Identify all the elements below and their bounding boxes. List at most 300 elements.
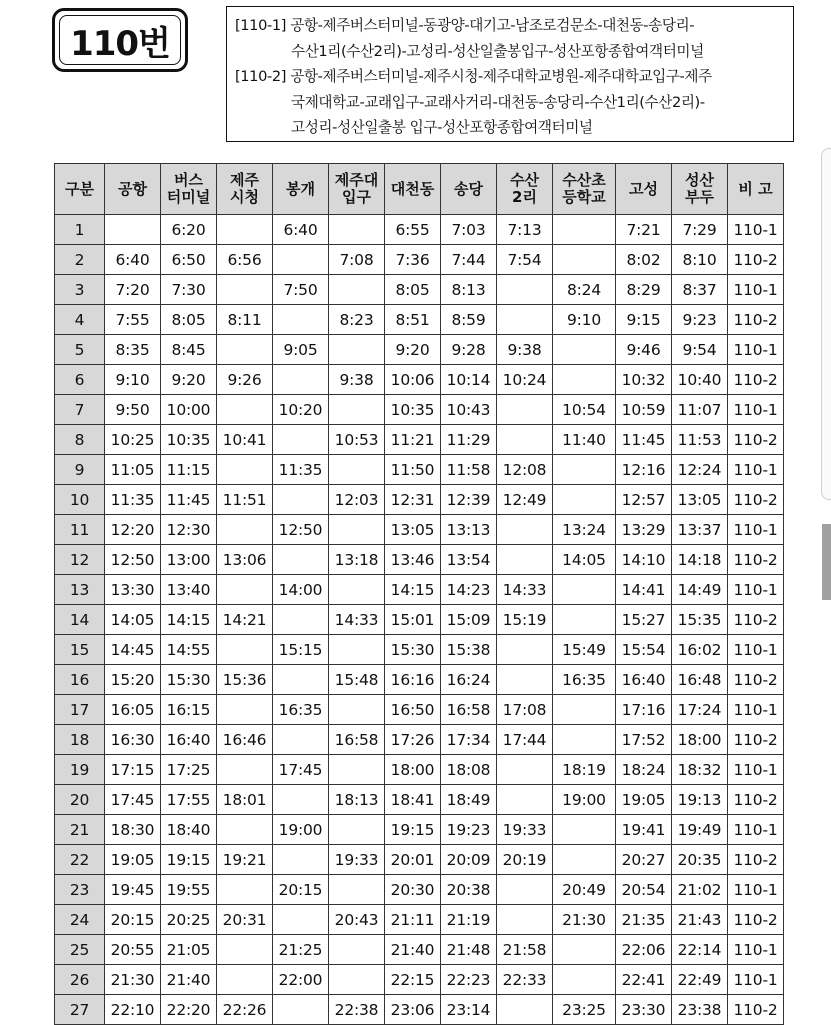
time-cell: 12:03 <box>329 485 385 515</box>
time-cell: 8:02 <box>616 245 672 275</box>
time-cell: 16:24 <box>441 665 497 695</box>
time-cell <box>497 905 553 935</box>
table-row <box>55 575 784 605</box>
time-cell: 6:40 <box>105 245 161 275</box>
time-cell: 10:00 <box>161 395 217 425</box>
time-cell: 9:10 <box>105 365 161 395</box>
time-cell <box>497 545 553 575</box>
row-number-cell: 18 <box>55 725 105 755</box>
table-row <box>55 515 784 545</box>
time-cell: 10:06 <box>385 365 441 395</box>
time-cell: 6:56 <box>217 245 273 275</box>
time-cell: 7:29 <box>672 215 728 245</box>
note-cell: 110-2 <box>728 245 784 275</box>
time-cell: 12:50 <box>105 545 161 575</box>
time-cell: 14:10 <box>616 545 672 575</box>
time-cell: 21:58 <box>497 935 553 965</box>
time-cell: 16:40 <box>616 665 672 695</box>
time-cell: 14:41 <box>616 575 672 605</box>
time-cell: 9:50 <box>105 395 161 425</box>
time-cell: 6:55 <box>385 215 441 245</box>
time-cell: 22:26 <box>217 995 273 1025</box>
column-header: 성산 부두 <box>672 164 728 215</box>
column-header: 수산초 등학교 <box>553 164 616 215</box>
time-cell: 8:05 <box>161 305 217 335</box>
note-cell: 110-2 <box>728 995 784 1025</box>
time-cell <box>553 365 616 395</box>
time-cell: 6:20 <box>161 215 217 245</box>
time-cell: 10:41 <box>217 425 273 455</box>
table-row <box>55 995 784 1025</box>
time-cell: 15:38 <box>441 635 497 665</box>
time-cell: 9:46 <box>616 335 672 365</box>
column-header: 버스 터미널 <box>161 164 217 215</box>
time-cell: 8:24 <box>553 275 616 305</box>
time-cell: 19:41 <box>616 815 672 845</box>
time-cell <box>553 245 616 275</box>
time-cell: 8:10 <box>672 245 728 275</box>
time-cell: 18:08 <box>441 755 497 785</box>
time-cell: 12:50 <box>273 515 329 545</box>
time-cell: 19:23 <box>441 815 497 845</box>
note-cell: 110-2 <box>728 545 784 575</box>
time-cell: 17:45 <box>105 785 161 815</box>
time-cell: 6:50 <box>161 245 217 275</box>
column-header: 비 고 <box>728 164 784 215</box>
time-cell: 23:14 <box>441 995 497 1025</box>
time-cell: 16:15 <box>161 695 217 725</box>
time-cell: 11:40 <box>553 425 616 455</box>
table-row <box>55 605 784 635</box>
note-cell: 110-1 <box>728 875 784 905</box>
time-cell: 11:21 <box>385 425 441 455</box>
time-cell: 8:05 <box>385 275 441 305</box>
time-cell: 21:43 <box>672 905 728 935</box>
time-cell: 18:32 <box>672 755 728 785</box>
row-number-cell: 21 <box>55 815 105 845</box>
time-cell: 8:51 <box>385 305 441 335</box>
time-cell: 21:11 <box>385 905 441 935</box>
time-cell: 7:50 <box>273 275 329 305</box>
note-cell: 110-1 <box>728 515 784 545</box>
time-cell <box>553 815 616 845</box>
time-cell: 11:07 <box>672 395 728 425</box>
scrollbar-track[interactable] <box>821 148 831 500</box>
time-cell: 9:38 <box>329 365 385 395</box>
table-row <box>55 305 784 335</box>
row-number-cell: 11 <box>55 515 105 545</box>
time-cell: 18:13 <box>329 785 385 815</box>
time-cell: 8:59 <box>441 305 497 335</box>
time-cell <box>217 755 273 785</box>
time-cell: 8:45 <box>161 335 217 365</box>
row-number-cell: 4 <box>55 305 105 335</box>
row-number-cell: 22 <box>55 845 105 875</box>
route-line: [110-1] 공항-제주버스터미널-동광양-대기고-남조로검문소-대천동-송당리- <box>235 17 695 34</box>
table-row <box>55 875 784 905</box>
table-row <box>55 635 784 665</box>
note-cell: 110-2 <box>728 665 784 695</box>
row-number-cell: 20 <box>55 785 105 815</box>
note-cell: 110-2 <box>728 605 784 635</box>
note-cell: 110-1 <box>728 335 784 365</box>
time-cell: 13:46 <box>385 545 441 575</box>
note-cell: 110-1 <box>728 575 784 605</box>
time-cell: 12:57 <box>616 485 672 515</box>
time-cell: 18:49 <box>441 785 497 815</box>
time-cell: 19:00 <box>553 785 616 815</box>
time-cell <box>217 575 273 605</box>
time-cell: 17:55 <box>161 785 217 815</box>
time-cell: 18:41 <box>385 785 441 815</box>
row-number-cell: 9 <box>55 455 105 485</box>
row-number-cell: 26 <box>55 965 105 995</box>
time-cell: 20:15 <box>273 875 329 905</box>
table-row <box>55 485 784 515</box>
time-cell: 20:43 <box>329 905 385 935</box>
time-cell: 20:09 <box>441 845 497 875</box>
note-cell: 110-2 <box>728 845 784 875</box>
time-cell: 13:24 <box>553 515 616 545</box>
time-cell <box>273 665 329 695</box>
time-cell <box>217 635 273 665</box>
time-cell: 21:48 <box>441 935 497 965</box>
note-cell: 110-1 <box>728 275 784 305</box>
time-cell: 21:05 <box>161 935 217 965</box>
note-cell: 110-1 <box>728 815 784 845</box>
route-line: 고성리-성산일출봉 입구-성산포항종합여객터미널 <box>291 119 593 136</box>
table-row <box>55 245 784 275</box>
table-row <box>55 965 784 995</box>
time-cell: 16:58 <box>329 725 385 755</box>
time-cell: 17:34 <box>441 725 497 755</box>
time-cell: 10:59 <box>616 395 672 425</box>
time-cell: 8:35 <box>105 335 161 365</box>
column-header: 대천동 <box>385 164 441 215</box>
time-cell: 15:30 <box>385 635 441 665</box>
time-cell <box>217 875 273 905</box>
time-cell: 10:43 <box>441 395 497 425</box>
table-row <box>55 845 784 875</box>
time-cell <box>497 755 553 785</box>
time-cell: 19:15 <box>385 815 441 845</box>
note-cell: 110-2 <box>728 725 784 755</box>
time-cell: 6:40 <box>273 215 329 245</box>
time-cell: 21:30 <box>105 965 161 995</box>
time-cell: 12:49 <box>497 485 553 515</box>
time-cell: 19:55 <box>161 875 217 905</box>
table-row <box>55 215 784 245</box>
note-cell: 110-1 <box>728 395 784 425</box>
time-cell: 21:30 <box>553 905 616 935</box>
time-cell: 15:09 <box>441 605 497 635</box>
row-number-cell: 23 <box>55 875 105 905</box>
time-cell: 7:30 <box>161 275 217 305</box>
time-cell: 15:49 <box>553 635 616 665</box>
row-number-cell: 27 <box>55 995 105 1025</box>
table-body <box>55 215 784 1025</box>
time-cell: 8:11 <box>217 305 273 335</box>
time-cell: 22:06 <box>616 935 672 965</box>
time-cell: 20:55 <box>105 935 161 965</box>
time-cell: 10:24 <box>497 365 553 395</box>
time-cell: 9:38 <box>497 335 553 365</box>
row-number-cell: 10 <box>55 485 105 515</box>
time-cell: 22:20 <box>161 995 217 1025</box>
time-cell: 14:21 <box>217 605 273 635</box>
time-cell: 16:35 <box>553 665 616 695</box>
time-cell: 22:10 <box>105 995 161 1025</box>
row-number-cell: 24 <box>55 905 105 935</box>
time-cell <box>497 515 553 545</box>
time-cell: 22:49 <box>672 965 728 995</box>
time-cell <box>553 455 616 485</box>
time-cell: 7:20 <box>105 275 161 305</box>
time-cell <box>553 845 616 875</box>
row-number-cell: 1 <box>55 215 105 245</box>
time-cell: 11:35 <box>273 455 329 485</box>
time-cell: 9:20 <box>161 365 217 395</box>
time-cell: 11:29 <box>441 425 497 455</box>
time-cell: 13:05 <box>672 485 728 515</box>
note-cell: 110-1 <box>728 935 784 965</box>
time-cell: 18:24 <box>616 755 672 785</box>
time-cell: 14:45 <box>105 635 161 665</box>
time-cell: 14:33 <box>497 575 553 605</box>
time-cell: 9:15 <box>616 305 672 335</box>
time-cell: 16:46 <box>217 725 273 755</box>
time-cell: 18:00 <box>385 755 441 785</box>
column-header: 송당 <box>441 164 497 215</box>
row-number-cell: 5 <box>55 335 105 365</box>
column-header: 제주대 입구 <box>329 164 385 215</box>
table-header-row <box>55 164 784 215</box>
time-cell: 12:30 <box>161 515 217 545</box>
time-cell: 18:00 <box>672 725 728 755</box>
time-cell: 21:25 <box>273 935 329 965</box>
time-cell: 7:13 <box>497 215 553 245</box>
time-cell: 11:58 <box>441 455 497 485</box>
time-cell <box>553 605 616 635</box>
time-cell: 21:19 <box>441 905 497 935</box>
time-cell: 18:01 <box>217 785 273 815</box>
time-cell: 15:20 <box>105 665 161 695</box>
table-row <box>55 425 784 455</box>
timetable <box>54 163 784 1025</box>
column-header: 구분 <box>55 164 105 215</box>
time-cell: 15:48 <box>329 665 385 695</box>
time-cell: 16:02 <box>672 635 728 665</box>
time-cell: 16:16 <box>385 665 441 695</box>
time-cell: 20:25 <box>161 905 217 935</box>
time-cell <box>105 215 161 245</box>
time-cell <box>217 695 273 725</box>
time-cell: 22:33 <box>497 965 553 995</box>
time-cell <box>553 215 616 245</box>
time-cell <box>273 845 329 875</box>
route-number-badge <box>52 8 188 72</box>
time-cell: 17:16 <box>616 695 672 725</box>
time-cell <box>553 485 616 515</box>
time-cell <box>329 275 385 305</box>
time-cell <box>273 245 329 275</box>
time-cell: 9:05 <box>273 335 329 365</box>
row-number-cell: 12 <box>55 545 105 575</box>
time-cell: 22:14 <box>672 935 728 965</box>
time-cell <box>217 275 273 305</box>
note-cell: 110-2 <box>728 905 784 935</box>
time-cell: 20:54 <box>616 875 672 905</box>
time-cell: 11:51 <box>217 485 273 515</box>
time-cell: 10:14 <box>441 365 497 395</box>
time-cell <box>273 785 329 815</box>
time-cell: 10:25 <box>105 425 161 455</box>
time-cell <box>273 365 329 395</box>
time-cell: 20:49 <box>553 875 616 905</box>
time-cell <box>273 425 329 455</box>
time-cell: 17:24 <box>672 695 728 725</box>
time-cell: 9:23 <box>672 305 728 335</box>
table-row <box>55 905 784 935</box>
row-number-cell: 13 <box>55 575 105 605</box>
time-cell <box>273 725 329 755</box>
time-cell: 14:49 <box>672 575 728 605</box>
time-cell: 15:15 <box>273 635 329 665</box>
time-cell: 10:20 <box>273 395 329 425</box>
time-cell: 17:25 <box>161 755 217 785</box>
time-cell: 15:36 <box>217 665 273 695</box>
time-cell: 19:33 <box>329 845 385 875</box>
row-number-cell: 8 <box>55 425 105 455</box>
time-cell: 22:23 <box>441 965 497 995</box>
time-cell: 20:27 <box>616 845 672 875</box>
note-cell: 110-2 <box>728 425 784 455</box>
time-cell <box>217 335 273 365</box>
time-cell: 13:37 <box>672 515 728 545</box>
time-cell: 9:28 <box>441 335 497 365</box>
time-cell: 10:32 <box>616 365 672 395</box>
time-cell: 20:30 <box>385 875 441 905</box>
note-cell: 110-1 <box>728 635 784 665</box>
time-cell: 21:02 <box>672 875 728 905</box>
row-number-cell: 19 <box>55 755 105 785</box>
time-cell: 13:18 <box>329 545 385 575</box>
scrollbar-thumb[interactable] <box>822 524 831 600</box>
time-cell <box>217 515 273 545</box>
time-cell: 21:40 <box>385 935 441 965</box>
time-cell <box>217 215 273 245</box>
time-cell: 10:40 <box>672 365 728 395</box>
time-cell <box>329 575 385 605</box>
time-cell: 23:38 <box>672 995 728 1025</box>
row-number-cell: 16 <box>55 665 105 695</box>
time-cell <box>217 935 273 965</box>
time-cell: 12:16 <box>616 455 672 485</box>
time-cell: 8:37 <box>672 275 728 305</box>
time-cell <box>553 695 616 725</box>
row-number-cell: 2 <box>55 245 105 275</box>
time-cell: 11:45 <box>161 485 217 515</box>
route-line: 수산1리(수산2리)-고성리-성산일출봉입구-성산포항종합여객터미널 <box>291 42 704 60</box>
time-cell: 17:26 <box>385 725 441 755</box>
time-cell: 20:31 <box>217 905 273 935</box>
time-cell: 7:55 <box>105 305 161 335</box>
time-cell: 11:15 <box>161 455 217 485</box>
row-number-cell: 14 <box>55 605 105 635</box>
time-cell: 10:35 <box>161 425 217 455</box>
time-cell <box>497 425 553 455</box>
table-row <box>55 545 784 575</box>
time-cell: 17:45 <box>273 755 329 785</box>
route-line: 국제대학교-교래입구-교래사거리-대천동-송당리-수산1리(수산2리)- <box>291 93 705 111</box>
time-cell: 14:33 <box>329 605 385 635</box>
time-cell <box>273 605 329 635</box>
time-cell: 18:30 <box>105 815 161 845</box>
time-cell: 14:23 <box>441 575 497 605</box>
time-cell: 13:54 <box>441 545 497 575</box>
time-cell: 14:05 <box>553 545 616 575</box>
time-cell: 19:00 <box>273 815 329 845</box>
time-cell: 11:50 <box>385 455 441 485</box>
time-cell: 13:05 <box>385 515 441 545</box>
column-header: 봉개 <box>273 164 329 215</box>
time-cell <box>553 935 616 965</box>
table-row <box>55 665 784 695</box>
time-cell <box>329 965 385 995</box>
time-cell: 12:31 <box>385 485 441 515</box>
time-cell: 23:25 <box>553 995 616 1025</box>
time-cell: 9:26 <box>217 365 273 395</box>
time-cell: 16:58 <box>441 695 497 725</box>
time-cell: 13:00 <box>161 545 217 575</box>
time-cell: 23:30 <box>616 995 672 1025</box>
time-cell <box>329 515 385 545</box>
time-cell <box>329 455 385 485</box>
time-cell: 15:54 <box>616 635 672 665</box>
time-cell <box>553 335 616 365</box>
time-cell <box>553 965 616 995</box>
route-line: [110-2] 공항-제주버스터미널-제주시청-제주대학교병원-제주대학교입구-제주 <box>235 68 712 85</box>
column-header: 제주 시청 <box>217 164 273 215</box>
time-cell: 16:35 <box>273 695 329 725</box>
time-cell: 19:15 <box>161 845 217 875</box>
time-cell <box>329 215 385 245</box>
note-cell: 110-1 <box>728 965 784 995</box>
time-cell: 9:20 <box>385 335 441 365</box>
time-cell <box>217 965 273 995</box>
time-cell: 16:30 <box>105 725 161 755</box>
time-cell <box>273 545 329 575</box>
time-cell: 12:24 <box>672 455 728 485</box>
row-number-cell: 17 <box>55 695 105 725</box>
time-cell <box>497 875 553 905</box>
time-cell: 17:44 <box>497 725 553 755</box>
route-number: 110번 <box>59 15 181 65</box>
time-cell: 19:45 <box>105 875 161 905</box>
note-cell: 110-1 <box>728 215 784 245</box>
time-cell: 19:21 <box>217 845 273 875</box>
time-cell: 13:40 <box>161 575 217 605</box>
time-cell: 10:54 <box>553 395 616 425</box>
time-cell: 8:23 <box>329 305 385 335</box>
time-cell: 19:13 <box>672 785 728 815</box>
time-cell: 20:38 <box>441 875 497 905</box>
time-cell <box>329 935 385 965</box>
note-cell: 110-2 <box>728 785 784 815</box>
time-cell: 19:49 <box>672 815 728 845</box>
time-cell: 14:00 <box>273 575 329 605</box>
table-row <box>55 815 784 845</box>
